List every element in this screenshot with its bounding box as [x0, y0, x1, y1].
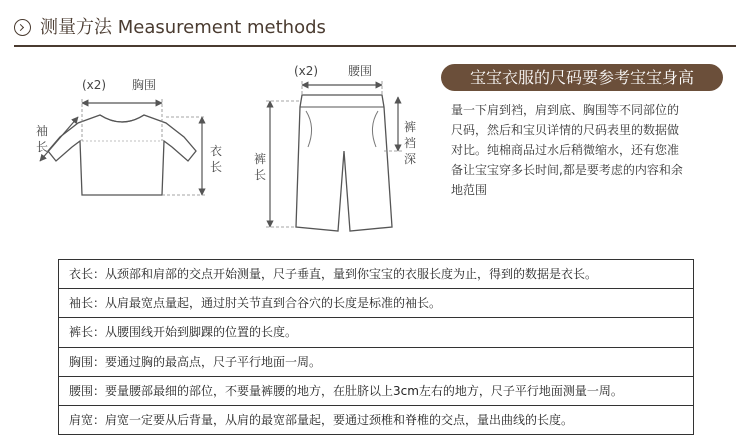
length-label-2: 长 [210, 160, 223, 174]
section-header [0, 0, 750, 52]
rise-label-3: 深 [404, 152, 417, 166]
measurement-table [58, 259, 694, 435]
pants-illustration [296, 95, 392, 231]
pants-x2-label: (x2) [294, 64, 319, 78]
table-row: 袖长：从肩最宽点量起，通过肘关节直到合谷穴的长度是标准的袖长。 [59, 289, 693, 318]
table-row: 肩宽：肩宽一定要从后背量，从肩的最宽部量起，要通过颈椎和脊椎的交点，量出曲线的长度。 [69, 412, 574, 427]
header-divider [14, 45, 736, 47]
sleeve-label-2: 长 [36, 140, 49, 154]
inseam-label-1: 裤 [254, 152, 267, 166]
sleeve-label-1: 袖 [36, 124, 49, 138]
size-tip-banner: 宝宝衣服的尺码要参考宝宝身高 [441, 64, 723, 91]
waist-label: 腰围 [348, 64, 373, 78]
table-row: 腰围：要量腰部最细的部位，不要量裤腰的地方，在肚脐以上3cm左右的地方，尺子平行地面测量一周。 [59, 377, 693, 406]
chevron-right-icon [14, 19, 31, 36]
length-label-1: 衣 [210, 144, 223, 158]
rise-label-1: 裤 [404, 120, 417, 134]
inseam-label-2: 长 [254, 168, 267, 182]
measurement-diagram [0, 55, 430, 255]
section-title: 测量方法 Measurement methods [40, 17, 326, 38]
shirt-illustration [48, 115, 196, 195]
table-row: 胸围：要通过胸的最高点，尺子平行地面一周。 [59, 348, 693, 377]
rise-label-2: 裆 [404, 136, 417, 150]
shirt-x2-label: (x2) [82, 78, 107, 92]
table-row: 衣长：从颈部和肩部的交点开始测量，尺子垂直，量到你宝宝的衣服长度为止，得到的数据是衣长。 [59, 260, 693, 289]
chest-label: 胸围 [132, 78, 157, 92]
table-row: 裤长：从腰围线开始到脚踝的位置的长度。 [59, 318, 693, 347]
size-tip-description: 量一下肩到裆，肩到底、胸围等不同部位的 尺码，然后和宝贝详情的尺码表里的数据做 对比。纯棉商品过水后稍微缩水，还有您准 备让宝宝穿多长时间,都是要考虑的内容和余 地范围 [451, 103, 683, 197]
